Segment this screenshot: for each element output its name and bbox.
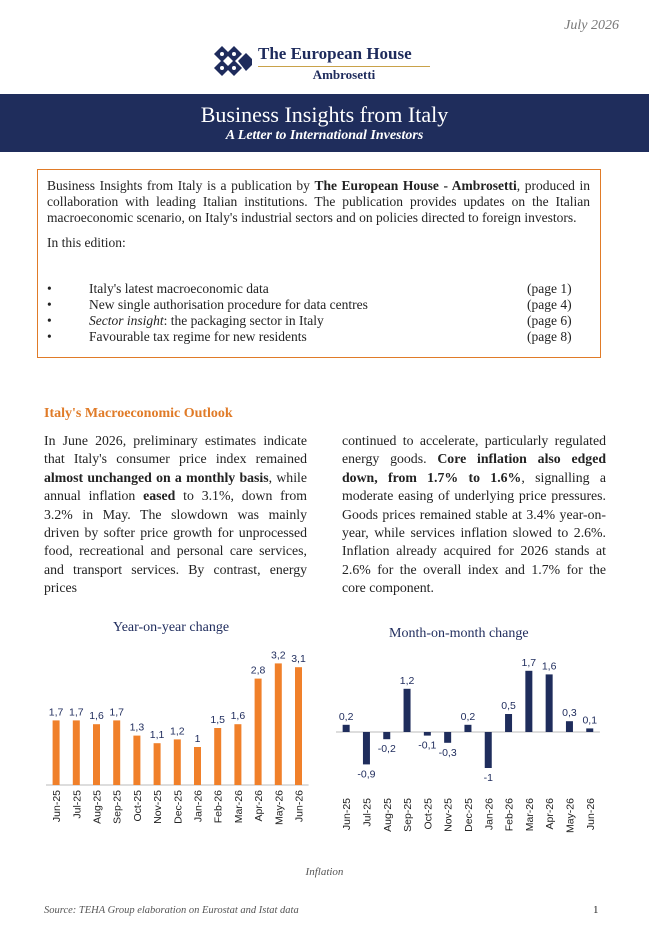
title-banner bbox=[0, 94, 649, 152]
data-label: -0,2 bbox=[377, 743, 396, 756]
tick-label: Oct-25 bbox=[131, 790, 144, 822]
data-label: 1,6 bbox=[541, 660, 557, 673]
bar bbox=[214, 728, 221, 785]
bar bbox=[485, 732, 492, 768]
bar bbox=[464, 725, 471, 732]
data-label: 0,2 bbox=[338, 710, 354, 723]
data-label: 1,6 bbox=[89, 710, 104, 723]
tick-label: Aug-25 bbox=[91, 790, 104, 824]
chart-title-yoy: Year-on-year change bbox=[113, 620, 230, 635]
tick-label: Jun-25 bbox=[51, 790, 64, 823]
section-title: Italy's Macroeconomic Outlook bbox=[44, 406, 233, 421]
data-label: 1,7 bbox=[521, 656, 537, 669]
tick-label: Jul-25 bbox=[361, 798, 374, 827]
bar bbox=[113, 720, 120, 785]
tick-label: Apr-26 bbox=[253, 790, 266, 822]
tick-label: Mar-26 bbox=[232, 790, 245, 824]
data-label: 1 bbox=[194, 733, 201, 745]
data-label: 0,5 bbox=[501, 700, 516, 712]
bar bbox=[404, 689, 411, 732]
tick-label: Apr-26 bbox=[544, 798, 557, 830]
tick-label: Jan-26 bbox=[192, 790, 205, 823]
source-note: Source: TEHA Group elaboration on Eurostat and Istat data bbox=[44, 905, 299, 916]
tick-label: Nov-25 bbox=[442, 798, 455, 832]
tick-label: Jun-25 bbox=[341, 798, 354, 831]
data-label: 1,1 bbox=[149, 729, 165, 742]
bar bbox=[174, 739, 181, 785]
bar bbox=[73, 720, 80, 785]
data-label: 3,2 bbox=[270, 649, 286, 662]
data-label: -0,1 bbox=[418, 739, 437, 752]
publication-subtitle: A Letter to International Investors bbox=[225, 128, 424, 143]
data-label: 1,3 bbox=[129, 721, 145, 734]
page-number: 1 bbox=[593, 904, 599, 916]
tick-label: Jul-25 bbox=[71, 790, 84, 819]
bar bbox=[566, 721, 573, 732]
bar bbox=[424, 732, 431, 736]
data-label: 1,6 bbox=[230, 710, 246, 723]
data-label: 0,1 bbox=[582, 714, 598, 727]
intro-box: Business Insights from Italy is a publication by The European House - Ambrosetti, produced in collaboration with leading Italian institutions. The publication provides updates on the Italian macroeconomic scenario, on Italy's industrial sectors and on policies directed to foreign investors. In this edition: • Italy's latest macroeconomic data (page 1) • New single authorisation procedure for data centres (page 4) • Sector insight: the packaging sector in Italy (page 6) • Favourable tax regime for new residents (page 8) bbox=[37, 169, 601, 358]
intro-text: Business Insights from Italy is a publication by The European House - Ambrosetti, produced in collaboration with leading Italian institutions. The publication provides updates on the Italian macroeconomic scenario, on Italy's industrial sectors and on policies directed to foreign investors. bbox=[47, 178, 590, 225]
tick-label: Feb-26 bbox=[503, 798, 516, 832]
bar bbox=[444, 732, 451, 743]
bar bbox=[295, 667, 302, 785]
bar bbox=[154, 743, 161, 785]
body-text-column-left: In June 2026, preliminary estimates indicate that Italy's consumer price index remained almost unchanged on a monthly basis, while annual inflation eased to 3.1%, down from 3.2% in May. The slowdown was mainly driven by softer price growth for unprocessed food, recreational and personal care services, and transport services. By contrast, energy prices bbox=[44, 433, 308, 596]
edition-heading: In this edition: bbox=[47, 235, 126, 250]
data-label: -0,9 bbox=[357, 768, 376, 781]
logo-subtitle: Ambrosetti bbox=[312, 67, 376, 82]
logo-name: The European House bbox=[258, 44, 412, 63]
tick-label: Mar-26 bbox=[523, 798, 536, 832]
bar bbox=[383, 732, 390, 739]
tick-label: May-26 bbox=[564, 798, 577, 834]
bar bbox=[234, 724, 241, 785]
chart-title-mom: Month-on-month change bbox=[389, 626, 529, 641]
bar bbox=[53, 720, 60, 785]
figure-caption: Inflation bbox=[305, 866, 344, 878]
bar bbox=[505, 714, 512, 732]
bar bbox=[525, 671, 532, 732]
tick-label: Jun-26 bbox=[293, 790, 306, 823]
bar bbox=[93, 724, 100, 785]
bar bbox=[586, 728, 593, 732]
bar bbox=[363, 732, 370, 764]
bar bbox=[133, 736, 140, 785]
publication-date: July 2026 bbox=[564, 18, 619, 33]
bar bbox=[194, 747, 201, 785]
tick-label: Sep-25 bbox=[111, 790, 124, 824]
tick-label: Aug-25 bbox=[381, 798, 394, 832]
tick-label: Oct-25 bbox=[422, 798, 435, 830]
data-label: 1,2 bbox=[399, 674, 415, 687]
data-label: 1,2 bbox=[169, 725, 185, 738]
tick-label: Sep-25 bbox=[402, 798, 415, 832]
company-logo bbox=[212, 44, 442, 84]
data-label: 2,8 bbox=[250, 664, 266, 677]
chart-mom bbox=[336, 646, 606, 840]
data-label: -1 bbox=[483, 772, 493, 784]
bar bbox=[255, 679, 262, 785]
data-label: 1,7 bbox=[109, 706, 125, 719]
tick-label: Jun-26 bbox=[584, 798, 597, 831]
data-label: 3,1 bbox=[291, 653, 306, 666]
data-label: 0,3 bbox=[562, 707, 577, 720]
data-label: 0,2 bbox=[460, 710, 476, 723]
data-label: 1,7 bbox=[48, 706, 64, 719]
tick-label: Dec-25 bbox=[172, 790, 185, 824]
body-text-column-right: continued to accelerate, particularly regulated energy goods. Core inflation also edged down, from 1.7% to 1.6%, signalling a moderate easing of underlying price pressures. Goods prices remained stable at 3.4% year-on-year, while services inflation slowed to 2.6%. Inflation already acquired for 2026 stands at 2.6% for the overall index and 1.7% for the core component. bbox=[342, 433, 606, 596]
data-label: -0,3 bbox=[438, 746, 457, 759]
bar bbox=[546, 674, 553, 732]
bar bbox=[275, 663, 282, 785]
chart-yoy bbox=[40, 640, 310, 840]
tick-label: May-26 bbox=[273, 790, 286, 826]
data-label: 1,5 bbox=[210, 714, 226, 726]
data-label: 1,7 bbox=[68, 706, 84, 719]
tick-label: Dec-25 bbox=[462, 798, 475, 832]
logo-mark-icon bbox=[212, 44, 252, 82]
bar bbox=[343, 725, 350, 732]
tick-label: Jan-26 bbox=[483, 798, 496, 831]
tick-label: Nov-25 bbox=[152, 790, 165, 824]
tick-label: Feb-26 bbox=[212, 790, 225, 824]
publication-title: Business Insights from Italy bbox=[200, 102, 449, 127]
